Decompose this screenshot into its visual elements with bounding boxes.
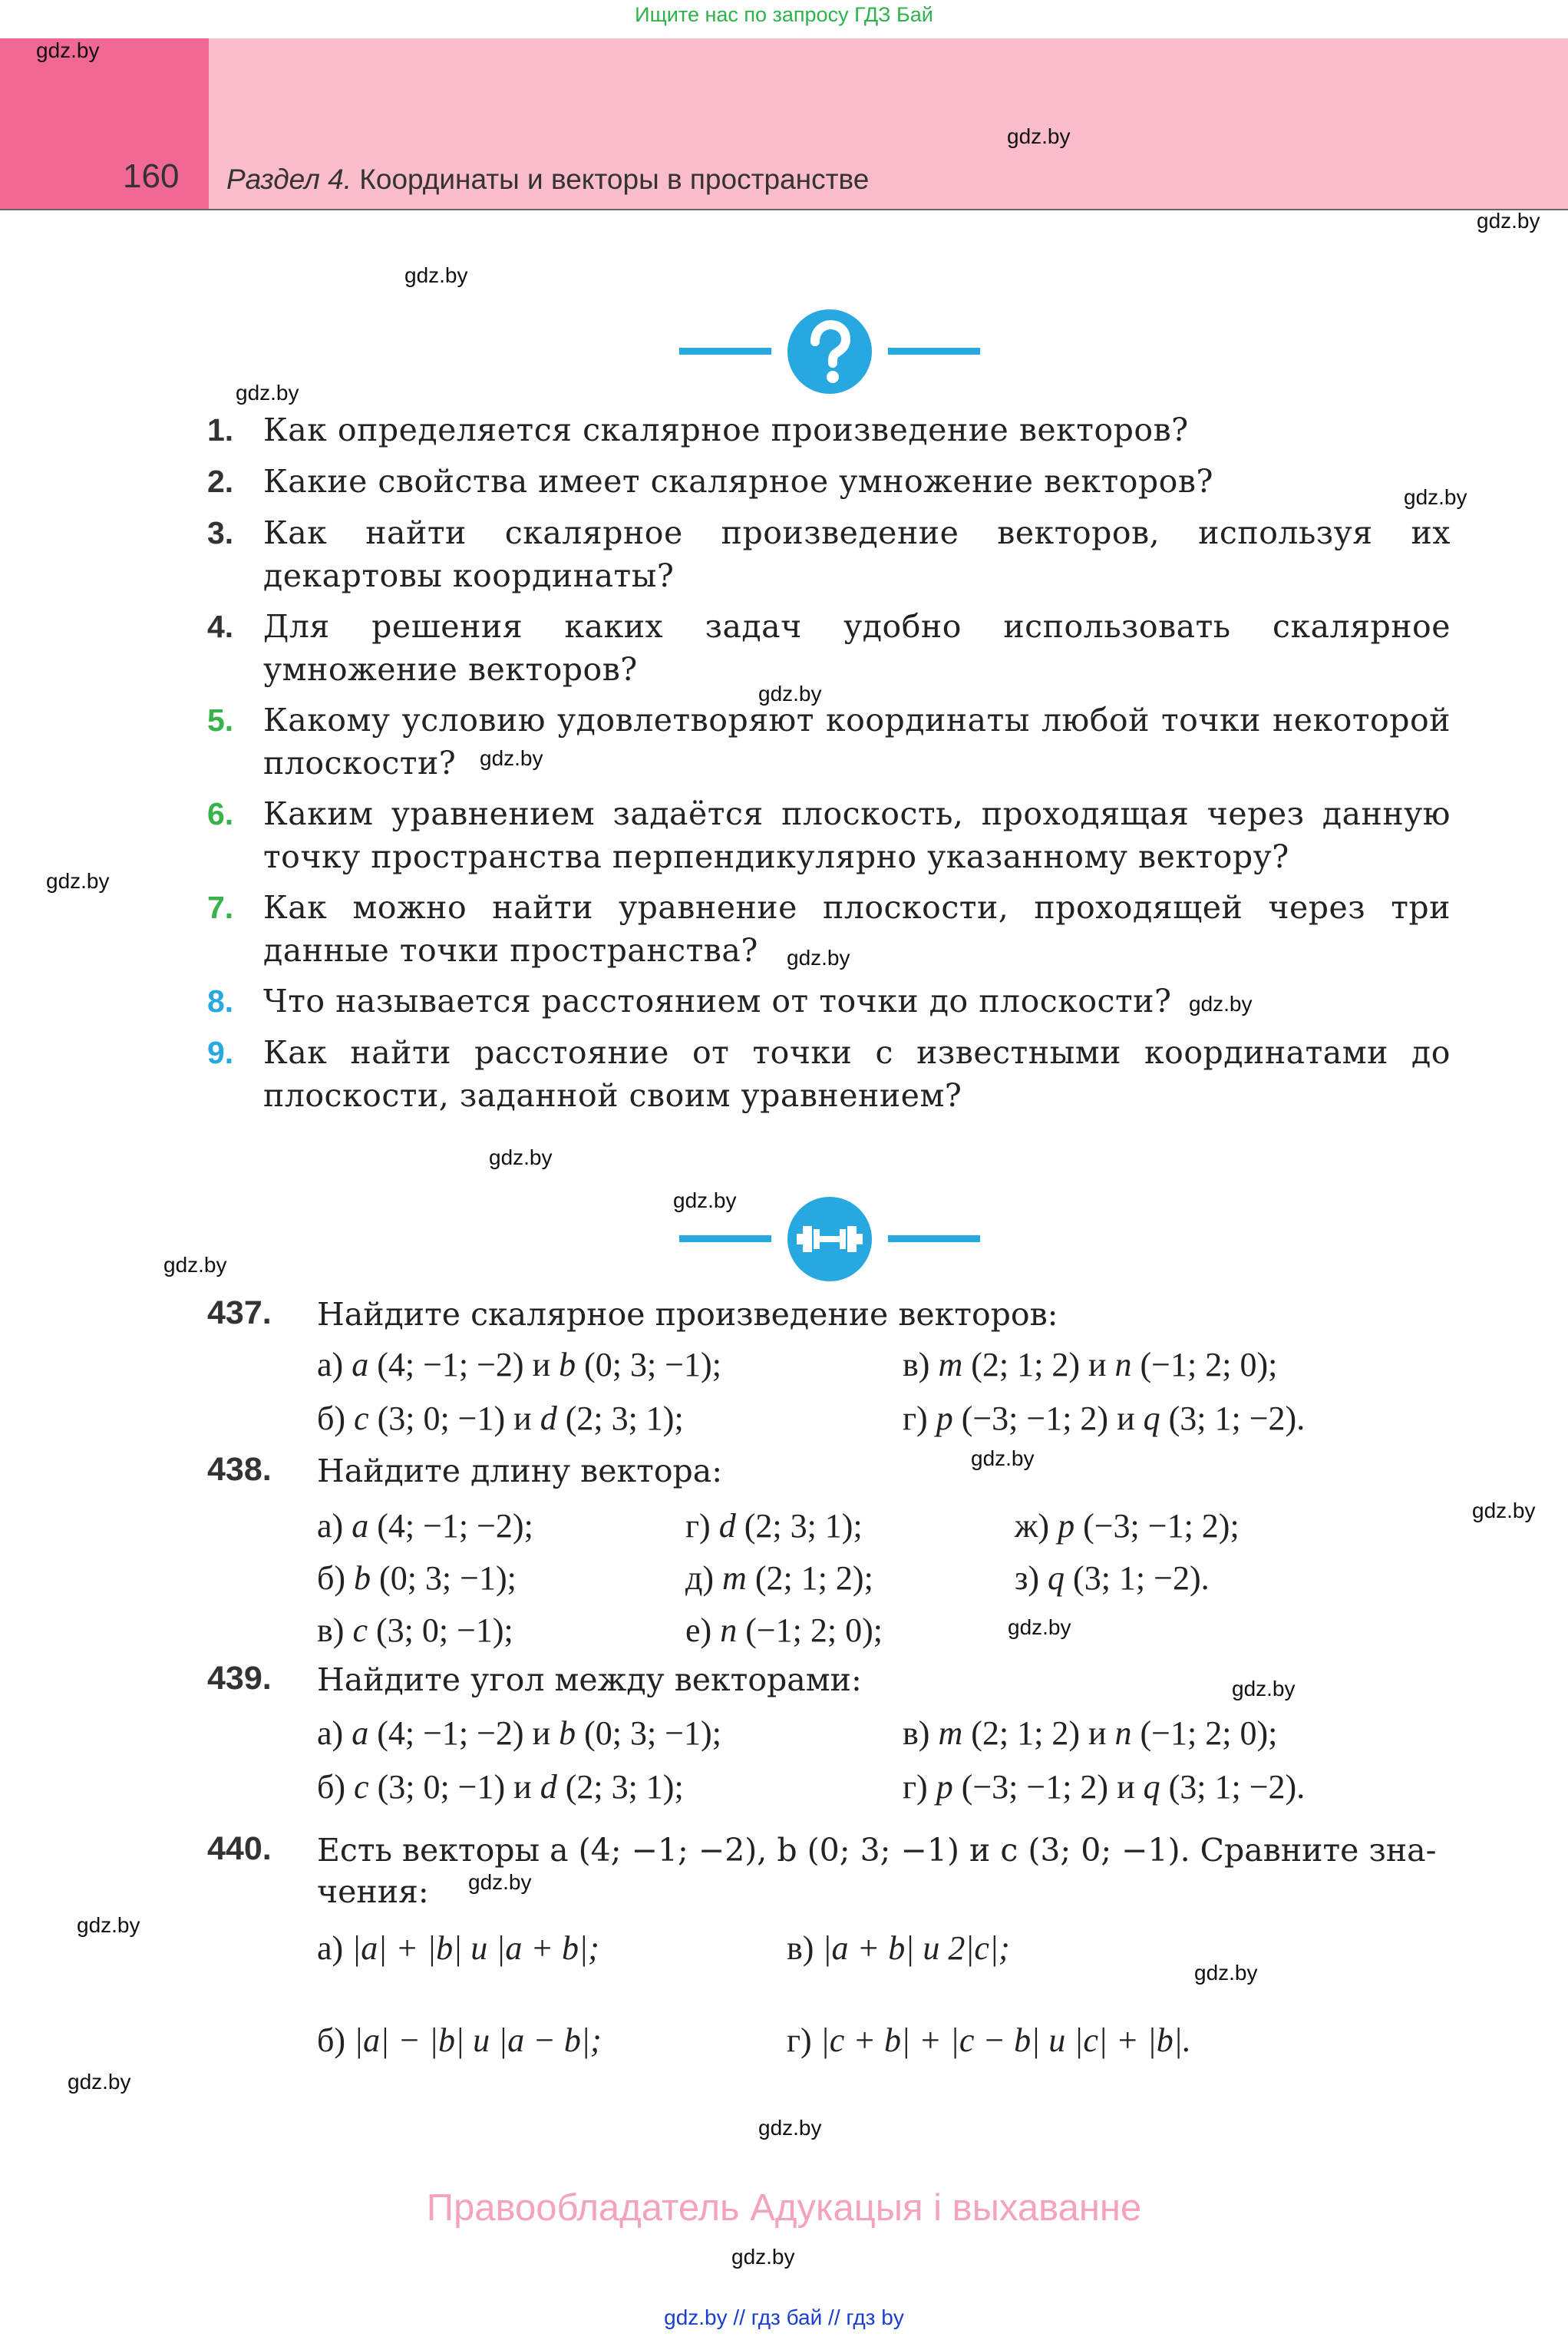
question-number: 5. — [207, 702, 234, 738]
item-label: б) — [317, 1400, 346, 1437]
vector-symbol: b — [559, 1714, 576, 1752]
vector-coords: (2; 1; 2) — [962, 1346, 1088, 1383]
watermark: gdz.by — [1008, 1615, 1071, 1639]
question-text: Какому условию удовлетворяют координаты любой точки некоторой плоскости? — [263, 702, 1451, 782]
item-label: е) — [685, 1611, 712, 1649]
exercise-item — [685, 1558, 873, 1598]
exercise-text: Найдите длину вектора: — [317, 1453, 723, 1489]
vector-coords: (0; 3; −1); — [371, 1559, 517, 1597]
vector-symbol: d — [540, 1400, 557, 1437]
vector-coords: (−3; −1; 2); — [1074, 1507, 1240, 1545]
vector-symbol: q — [1143, 1768, 1160, 1806]
vector-coords: (−1; 2; 0); — [1131, 1346, 1278, 1383]
vector-symbol: a — [352, 1714, 369, 1752]
question-item — [207, 1031, 1451, 1117]
question-number: 2. — [207, 464, 234, 499]
watermark: gdz.by — [77, 1913, 140, 1937]
watermark: gdz.by — [468, 1870, 532, 1894]
watermark: gdz.by — [1189, 992, 1253, 1016]
item-label: з) — [1015, 1559, 1040, 1597]
comparison-expression: |a + b| и 2|c|; — [822, 1929, 1010, 1967]
question-text: Что называется расстоянием от точки до плоскости? — [263, 983, 1172, 1020]
watermark: gdz.by — [1477, 209, 1540, 233]
exercise-item — [317, 2021, 602, 2060]
watermark: gdz.by — [163, 1253, 227, 1277]
vector-coords: (2; 1; 2); — [746, 1559, 873, 1597]
vector-symbol: m — [938, 1346, 963, 1383]
exercise-item — [1015, 1558, 1210, 1598]
item-label: д) — [685, 1559, 715, 1597]
item-label: г) — [903, 1768, 928, 1806]
exercise-item — [685, 1506, 863, 1545]
item-label: а) — [317, 1714, 344, 1752]
exercise-number: 437. — [207, 1294, 272, 1331]
exercise-item — [1015, 1506, 1240, 1545]
question-number: 3. — [207, 515, 234, 550]
item-label: г) — [685, 1507, 711, 1545]
section-title-text: Координаты и векторы в пространстве — [352, 164, 870, 195]
section-divider-line — [679, 1235, 771, 1242]
item-label: а) — [317, 1346, 344, 1383]
item-label: в) — [317, 1611, 345, 1649]
vector-coords: (0; 3; −1); — [576, 1346, 721, 1383]
vector-symbol: m — [722, 1559, 747, 1597]
item-label: б) — [317, 2021, 346, 2059]
exercise-item — [317, 1714, 721, 1753]
exercise-item — [787, 2021, 1191, 2060]
question-text: Каким уравнением задаётся плоскость, проходящая через данную точку пространства перпендикулярно указанному вектору? — [263, 795, 1451, 875]
exercise-item — [317, 1506, 533, 1545]
vector-symbol: d — [540, 1768, 557, 1806]
vector-coords: (2; 1; 2) — [962, 1714, 1088, 1752]
section-title — [226, 164, 869, 196]
exercise-text-line: чения: — [317, 1873, 429, 1910]
question-item — [207, 699, 1451, 785]
question-number: 8. — [207, 983, 234, 1019]
question-item — [207, 460, 1451, 503]
watermark: gdz.by — [1232, 1677, 1296, 1700]
question-number: 7. — [207, 890, 234, 925]
watermark: gdz.by — [404, 263, 468, 287]
watermark: gdz.by — [787, 946, 850, 970]
vector-symbol: p — [936, 1768, 953, 1806]
question-item — [207, 605, 1451, 691]
watermark: gdz.by — [236, 381, 299, 405]
vector-coords: (2; 3; 1); — [556, 1768, 684, 1806]
vector-symbol: b — [559, 1346, 576, 1383]
watermark: gdz.by — [1194, 1961, 1258, 1985]
exercise-item — [317, 1558, 517, 1598]
section-divider-line — [888, 1235, 980, 1242]
exercise-item — [685, 1611, 883, 1650]
item-label: в) — [903, 1346, 930, 1383]
vector-coords: (4; −1; −2) — [368, 1346, 533, 1383]
item-label: г) — [903, 1400, 928, 1437]
question-item — [207, 408, 1451, 451]
vector-symbol: a — [352, 1346, 369, 1383]
exercise-item — [903, 1399, 1305, 1438]
watermark: gdz.by — [971, 1446, 1035, 1470]
exercise-item — [317, 1929, 599, 1968]
question-number: 1. — [207, 412, 234, 448]
vector-coords: (2; 3; 1); — [556, 1400, 684, 1437]
exercise-item — [903, 1714, 1277, 1753]
section-divider-line — [679, 348, 771, 355]
vector-coords: (−1; 2; 0); — [1131, 1714, 1278, 1752]
watermark: gdz.by — [673, 1188, 737, 1212]
vector-coords: (3; 0; −1) — [368, 1400, 514, 1437]
conjunction: и — [1088, 1346, 1107, 1383]
conjunction: и — [1117, 1400, 1135, 1437]
vector-symbol: n — [1114, 1346, 1132, 1383]
vector-symbol: n — [720, 1611, 738, 1649]
item-label: а) — [317, 1929, 344, 1967]
comparison-expression: |c + b| + |c − b| и |c| + |b|. — [820, 2021, 1191, 2059]
vector-symbol: a — [352, 1507, 369, 1545]
comparison-expression: |a| − |b| и |a − b|; — [354, 2021, 602, 2059]
vector-symbol: p — [936, 1400, 953, 1437]
watermark: gdz.by — [46, 869, 110, 893]
item-label: г) — [787, 2021, 812, 2059]
vector-symbol: n — [1114, 1714, 1132, 1752]
watermark: gdz.by — [758, 2116, 822, 2140]
exercise-item — [787, 1929, 1010, 1968]
question-number: 9. — [207, 1035, 234, 1070]
item-label: а) — [317, 1507, 344, 1545]
vector-coords: (3; 1; −2). — [1160, 1400, 1306, 1437]
copyright-notice: Правообладатель Адукацыя і выхаванне — [426, 2187, 1142, 2229]
question-text: Как можно найти уравнение плоскости, проходящей через три данные точки пространства? — [263, 889, 1451, 969]
vector-symbol: c — [354, 1400, 369, 1437]
question-icon — [787, 309, 872, 394]
vector-coords: (3; 1; −2). — [1065, 1559, 1210, 1597]
exercise-text-line: Есть векторы a (4; −1; −2), b (0; 3; −1) и c (3; 0; −1). Сравните зна- — [317, 1832, 1437, 1869]
watermark: gdz.by — [1404, 485, 1467, 509]
page-number: 160 — [123, 157, 180, 195]
vector-symbol: c — [352, 1611, 368, 1649]
exercise-text: Найдите угол между векторами: — [317, 1661, 862, 1698]
vector-coords: (3; 1; −2). — [1160, 1768, 1306, 1806]
watermark: gdz.by — [731, 2245, 795, 2269]
dumbbell-icon — [787, 1197, 872, 1281]
vector-symbol: q — [1143, 1400, 1160, 1437]
question-text: Как найти скалярное произведение векторов, используя их декартовы координаты? — [263, 514, 1451, 594]
question-text: Какие свойства имеет скалярное умножение векторов? — [263, 463, 1213, 500]
question-number: 4. — [207, 609, 234, 644]
header-divider — [0, 209, 1568, 210]
exercise-item — [317, 1399, 684, 1438]
vector-coords: (−1; 2; 0); — [737, 1611, 883, 1649]
watermark: gdz.by — [36, 38, 100, 62]
exercise-item — [317, 1611, 513, 1650]
watermark: gdz.by — [1472, 1499, 1536, 1522]
conjunction: и — [1088, 1714, 1107, 1752]
vector-coords: (3; 0; −1) — [368, 1768, 514, 1806]
item-label: б) — [317, 1768, 346, 1806]
question-text: Как определяется скалярное произведение векторов? — [263, 411, 1189, 448]
section-label: Раздел 4. — [226, 164, 352, 195]
conjunction: и — [532, 1714, 551, 1752]
item-label: в) — [903, 1714, 930, 1752]
vector-symbol: m — [938, 1714, 963, 1752]
watermark: gdz.by — [758, 682, 822, 706]
vector-coords: (3; 0; −1); — [367, 1611, 513, 1649]
conjunction: и — [513, 1768, 532, 1806]
exercise-item — [317, 1767, 684, 1806]
item-label: б) — [317, 1559, 346, 1597]
question-item — [207, 511, 1451, 597]
comparison-expression: |a| + |b| и |a + b|; — [352, 1929, 599, 1967]
exercise-item — [903, 1767, 1305, 1806]
vector-coords: (2; 3; 1); — [735, 1507, 863, 1545]
question-text: Для решения каких задач удобно использовать скалярное умножение векторов? — [263, 608, 1451, 688]
conjunction: и — [513, 1400, 532, 1437]
exercise-number: 440. — [207, 1830, 272, 1867]
question-item — [207, 980, 1451, 1023]
vector-symbol: q — [1048, 1559, 1065, 1597]
vector-coords: (−3; −1; 2) — [952, 1768, 1117, 1806]
vector-symbol: b — [354, 1559, 371, 1597]
conjunction: и — [532, 1346, 551, 1383]
vector-coords: (0; 3; −1); — [576, 1714, 721, 1752]
exercise-item — [317, 1345, 721, 1384]
exercise-number: 439. — [207, 1660, 272, 1697]
conjunction: и — [1117, 1768, 1135, 1806]
watermark: gdz.by — [68, 2070, 131, 2094]
watermark: gdz.by — [1007, 124, 1071, 148]
question-item — [207, 886, 1451, 972]
vector-symbol: c — [354, 1768, 369, 1806]
item-label: в) — [787, 1929, 814, 1967]
section-divider-line — [888, 348, 980, 355]
vector-coords: (4; −1; −2) — [368, 1714, 533, 1752]
watermark: gdz.by — [489, 1145, 553, 1169]
question-text: Как найти расстояние от точки с известными координатами до плоскости, заданной своим уравнением? — [263, 1034, 1451, 1114]
item-label: ж) — [1015, 1507, 1050, 1545]
question-number: 6. — [207, 796, 234, 831]
vector-coords: (−3; −1; 2) — [952, 1400, 1117, 1437]
top-search-banner[interactable]: Ищите нас по запросу ГДЗ Бай — [635, 3, 933, 26]
vector-symbol: p — [1058, 1507, 1075, 1545]
vector-coords: (4; −1; −2); — [368, 1507, 533, 1545]
question-item — [207, 792, 1451, 878]
exercise-text: Найдите скалярное произведение векторов: — [317, 1296, 1058, 1333]
vector-symbol: d — [718, 1507, 736, 1545]
exercise-item — [903, 1345, 1277, 1384]
exercise-number: 438. — [207, 1451, 272, 1488]
footer-links[interactable]: gdz.by // гдз бай // гдз by — [664, 2305, 904, 2329]
watermark: gdz.by — [480, 746, 543, 770]
